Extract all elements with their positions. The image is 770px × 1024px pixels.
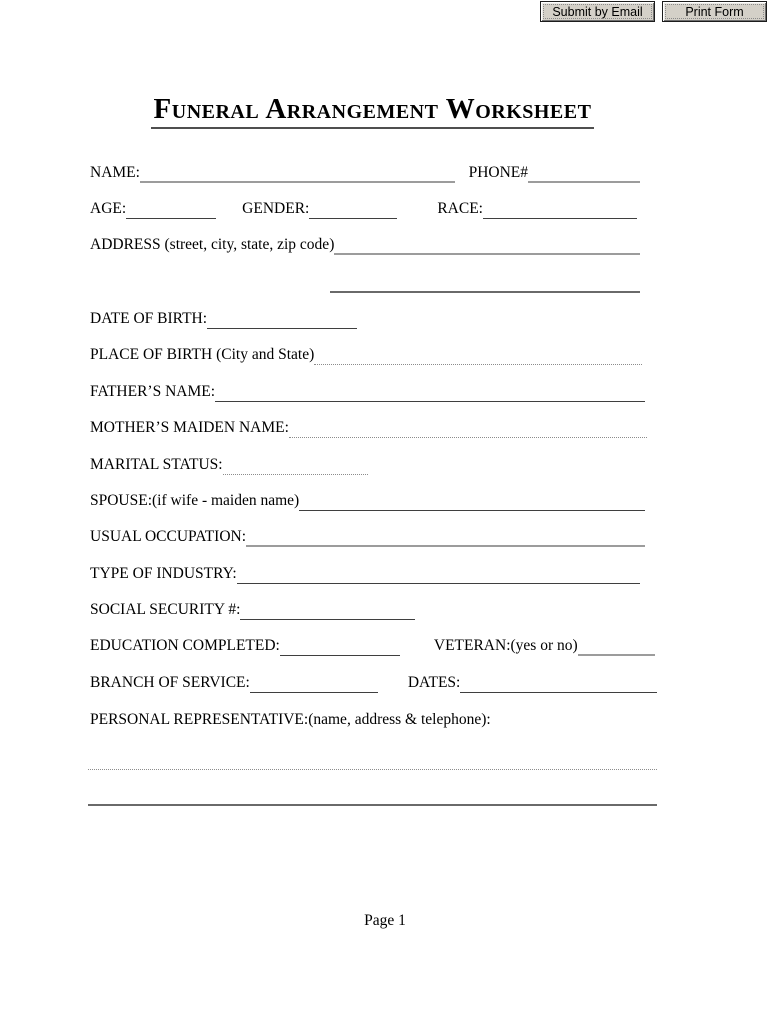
education-completed-label: EDUCATION COMPLETED: <box>90 637 280 654</box>
usual-occupation-input-line[interactable] <box>246 527 645 547</box>
fathers-name-input-line[interactable] <box>215 382 645 402</box>
address-input-line-2[interactable] <box>330 273 640 293</box>
mothers-maiden-name-label: MOTHER’S MAIDEN NAME: <box>90 419 289 436</box>
personal-representative-input-line-1[interactable] <box>88 750 657 770</box>
title-container <box>88 94 657 129</box>
personal-representative-input-line-2[interactable] <box>88 786 657 806</box>
date-of-birth-input-line[interactable] <box>207 309 357 329</box>
education-completed-input-line[interactable] <box>280 636 400 656</box>
place-of-birth-label: PLACE OF BIRTH (City and State) <box>90 346 315 363</box>
place-of-birth-input-line[interactable] <box>314 345 642 365</box>
type-of-industry-label: TYPE OF INDUSTRY: <box>90 565 237 582</box>
print-form-button[interactable]: Print Form <box>662 1 767 22</box>
date-of-birth-label: DATE OF BIRTH: <box>90 310 208 327</box>
type-of-industry-input-line[interactable] <box>237 564 640 584</box>
address-label: ADDRESS (street, city, state, zip code) <box>90 236 335 253</box>
name-label: NAME: <box>90 164 140 181</box>
branch-dates-row <box>90 673 657 693</box>
marital-status-input-line[interactable] <box>223 455 368 475</box>
dates-label: DATES: <box>407 674 461 691</box>
gender-label: GENDER: <box>242 200 310 217</box>
social-security-input-line[interactable] <box>240 600 415 620</box>
submit-by-email-button[interactable]: Submit by Email <box>540 1 655 22</box>
fathers-name-label: FATHER’S NAME: <box>90 383 216 400</box>
age-gender-race-row <box>90 199 637 219</box>
branch-of-service-input-line[interactable] <box>250 673 378 693</box>
phone-label: PHONE# <box>468 164 528 181</box>
page-number-label: Page 1 <box>364 912 406 929</box>
fathers-name-row <box>90 382 645 402</box>
mothers-maiden-name-row <box>90 418 647 438</box>
social-security-row <box>90 600 640 620</box>
personal-representative-row <box>90 710 640 730</box>
education-veteran-row <box>90 636 655 656</box>
address-row <box>90 235 640 255</box>
marital-status-row <box>90 455 640 475</box>
mothers-maiden-name-input-line[interactable] <box>289 418 647 438</box>
type-of-industry-row <box>90 564 640 584</box>
age-label: AGE: <box>90 200 127 217</box>
veteran-label: VETERAN:(yes or no) <box>433 637 578 654</box>
usual-occupation-row <box>90 527 645 547</box>
spouse-row <box>90 491 645 511</box>
gender-input-line[interactable] <box>309 199 397 219</box>
dates-input-line[interactable] <box>460 673 657 693</box>
spouse-label: SPOUSE:(if wife - maiden name) <box>90 492 300 509</box>
page-title: Funeral Arrangement Worksheet <box>151 94 595 129</box>
branch-of-service-label: BRANCH OF SERVICE: <box>90 674 250 691</box>
phone-input-line[interactable] <box>528 163 640 183</box>
social-security-label: SOCIAL SECURITY #: <box>90 601 241 618</box>
spouse-input-line[interactable] <box>299 491 645 511</box>
race-label: RACE: <box>437 200 483 217</box>
address-input-line-1[interactable] <box>334 235 640 255</box>
name-input-line[interactable] <box>140 163 455 183</box>
race-input-line[interactable] <box>483 199 637 219</box>
name-phone-row <box>90 163 640 183</box>
usual-occupation-label: USUAL OCCUPATION: <box>90 528 247 545</box>
personal-representative-label: PERSONAL REPRESENTATIVE:(name, address & telephone): <box>90 711 491 728</box>
veteran-input-line[interactable] <box>578 636 655 656</box>
age-input-line[interactable] <box>126 199 216 219</box>
marital-status-label: MARITAL STATUS: <box>90 456 223 473</box>
date-of-birth-row <box>90 309 640 329</box>
place-of-birth-row <box>90 345 642 365</box>
